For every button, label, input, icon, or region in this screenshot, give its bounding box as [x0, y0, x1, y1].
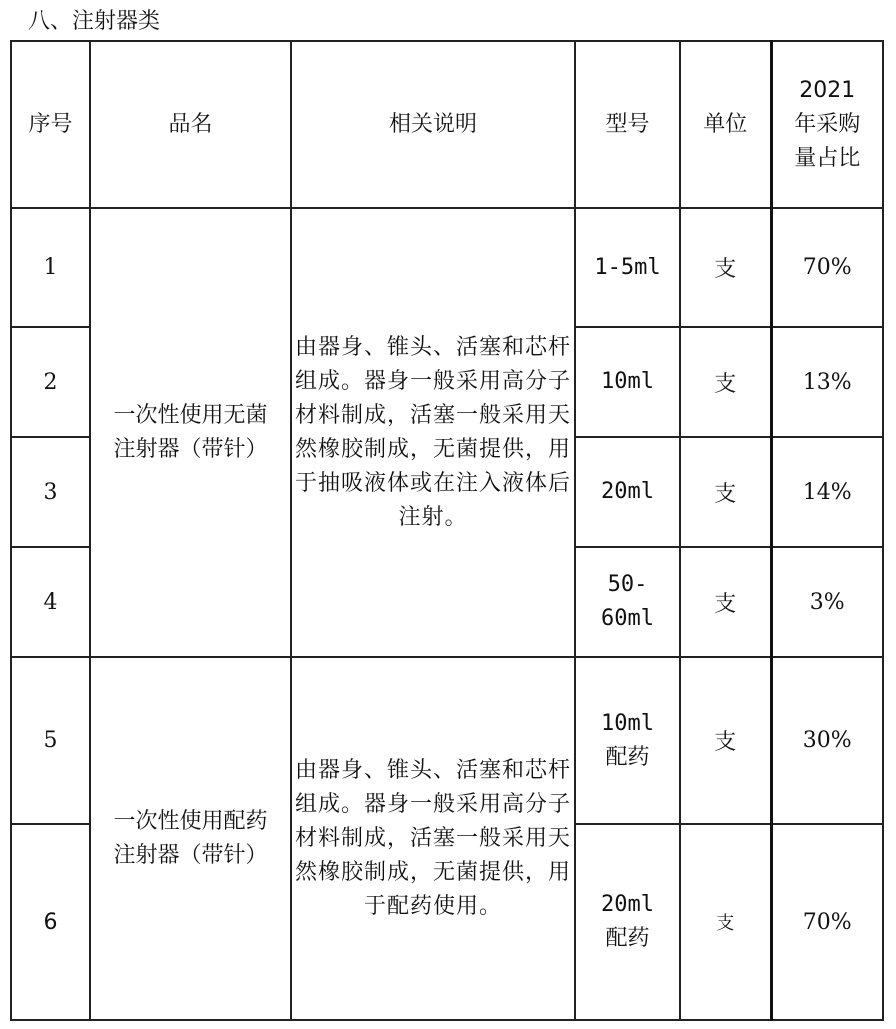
model-text: 10ml	[601, 369, 654, 394]
product-name-cell: 一次性使用无菌注射器（带针）	[90, 208, 291, 657]
description-cell: 由器身、锥头、活塞和芯杆组成。器身一般采用高分子材料制成，活塞一般采用天然橡胶制成，无菌提供，用于抽吸液体或在注入液体后注射。	[291, 208, 575, 657]
seq-cell: 5	[11, 657, 90, 824]
model-text: 1-5ml	[594, 254, 661, 280]
share-cell: 70%	[771, 208, 883, 327]
description-cell: 由器身、锥头、活塞和芯杆组成。器身一般采用高分子材料制成，活塞一般采用天然橡胶制成，无菌提供，用于配药使用。	[291, 657, 575, 1020]
header-unit: 单位	[680, 41, 771, 208]
model-text-line2: 60ml	[601, 606, 654, 631]
model-text: 50-	[607, 572, 648, 597]
share-cell: 13%	[771, 327, 883, 437]
table-row	[11, 208, 883, 327]
unit-cell: 支	[680, 437, 771, 547]
header-model: 型号	[575, 41, 680, 208]
model-cell	[575, 437, 680, 547]
seq-cell: 4	[11, 547, 90, 657]
unit-cell: 支	[680, 547, 771, 657]
header-desc: 相关说明	[291, 41, 575, 208]
unit-cell: 支	[680, 657, 771, 824]
share-cell: 30%	[771, 657, 883, 824]
section-heading: 八、注射器类	[28, 9, 161, 34]
product-name-cell: 一次性使用配药注射器（带针）	[90, 657, 291, 1020]
model-text: 10ml	[601, 710, 654, 736]
header-share: 2021 年采购量占比	[771, 41, 883, 208]
model-cell	[575, 824, 680, 1020]
unit-cell: 支	[680, 824, 771, 1020]
unit-cell: 支	[680, 208, 771, 327]
share-cell: 70%	[771, 824, 883, 1020]
syringe-table	[10, 40, 884, 1021]
model-text: 20ml	[601, 479, 654, 504]
unit-cell: 支	[680, 327, 771, 437]
model-text: 20ml	[601, 892, 654, 917]
header-seq: 序号	[11, 41, 90, 208]
share-cell: 3%	[771, 547, 883, 657]
header-name: 品名	[90, 41, 291, 208]
model-cell	[575, 208, 680, 327]
model-cell	[575, 327, 680, 437]
share-cell: 14%	[771, 437, 883, 547]
seq-cell: 6	[11, 824, 90, 1020]
model-text-line2: 配药	[605, 926, 650, 951]
seq-cell: 2	[11, 327, 90, 437]
model-cell	[575, 547, 680, 657]
seq-cell: 3	[11, 437, 90, 547]
model-text-line2: 配药	[605, 744, 650, 770]
header-row	[11, 41, 883, 208]
table-row	[11, 657, 883, 824]
seq-cell: 1	[11, 208, 90, 327]
model-cell	[575, 657, 680, 824]
